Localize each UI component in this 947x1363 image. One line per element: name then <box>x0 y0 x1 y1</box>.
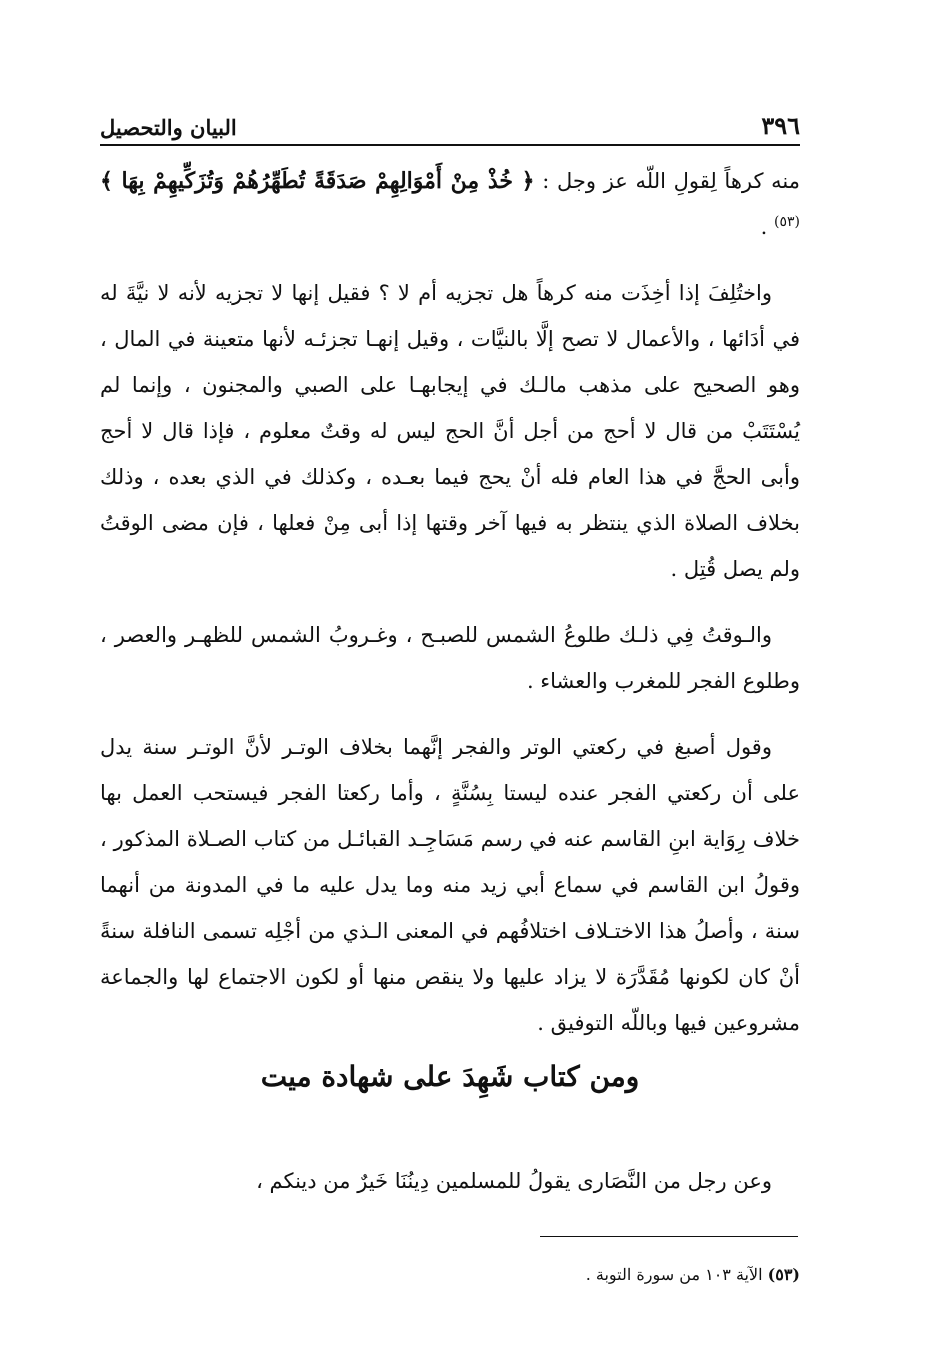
paragraph-quran-citation <box>100 158 800 250</box>
page-header <box>100 100 800 140</box>
section-heading: ومن كتاب شَهِدَ على شهادة ميت <box>260 1060 640 1093</box>
page-number: ٣٩٦ <box>761 111 800 140</box>
paragraph-tail: . <box>760 215 775 239</box>
running-title: البيان والتحصيل <box>100 115 237 140</box>
footnote-marker: (٥٣) <box>767 1265 800 1284</box>
paragraph-lead: منه كرهاً لِقولِ اللّه عز وجل : <box>534 169 800 193</box>
paragraph: واختُلِفَ إذا أخِذَت منه كرهاً هل تجزيه أم لا ؟ فقيل إنها لا تجزيه لأنه لا نيَّةَ له في أدَائها ، والأعمال لا تصح إلَّا بالنيَّات ، وقيل إنهـا تجزئـه لأنها متعينة في المال ، وهو الصحيح على مذهب مالـك في إيجابهـا على الصبي والمجنون ، وإنما لم يُسْتَتَبْ من قال لا أحج من أجل أنَّ الحج ليس له وقتٌ معلوم ، فإذا قال لا أحج وأبى الحجَّ في هذا العام فله أنْ يحج فيما بعـده ، وكذلك في الذي بعده ، وذلك بخلاف الصلاة الذي ينتظر به فيها آخر وقتها إذا أبى مِنْ فعلها ، فإن مضى الوقتُ ولم يصل قُتِل . <box>100 281 800 581</box>
header-divider <box>100 144 800 146</box>
paragraph: وعن رجل من النَّصَارى يقولُ للمسلمين دِينُنَا خَيرٌ من دينكم ، <box>256 1169 772 1193</box>
paragraph: وقول أصبغ في ركعتي الوتر والفجر إنَّهما بخلاف الوتـر لأنَّ الوتـر سنة يدل على أن ركعتي الفجر عنده ليستا بِسُنَّةٍ ، وأما ركعتا الفجر فيستحب العمل بها خلاف رِوَاية ابنِ القاسم عنه في رسم مَسَاجِـد القبائـل من كتاب الصـلاة المذكور ، وقولُ ابن القاسم في سماع أبي زيد منه وما يدل عليه ما في المدونة من أنهما سنة ، وأصلُ هذا الاختـلاف اختلافُهم في المعنى الـذي من أجْلِه تسمى النافلة سنةً أنْ كان لكونها مُقَدَّرَة لا يزاد عليها ولا ينقص منها أو لكون الاجتماع لها والجماعة مشروعين فيها وباللّه التوفيق . <box>100 735 800 1035</box>
main-text <box>100 158 800 1066</box>
footnote-text: الآية ١٠٣ من سورة التوبة . <box>585 1265 768 1284</box>
paragraph: والـوقتُ فِي ذلـك طلوعُ الشمس للصبـح ، وغـروبُ الشمس للظهـر والعصر ، وطلوع الفجر للمغرب والعشاء . <box>100 623 800 693</box>
quran-verse: ﴿ خُذْ مِنْ أَمْوَالِهِمْ صَدَقَةً تُطَهِّرُهُمْ وَتُزَكِّيهِمْ بِهَا ﴾ <box>100 168 535 194</box>
footnote-divider <box>540 1236 798 1237</box>
footnote <box>100 1262 800 1288</box>
footnote-reference: (٥٣) <box>774 214 800 230</box>
